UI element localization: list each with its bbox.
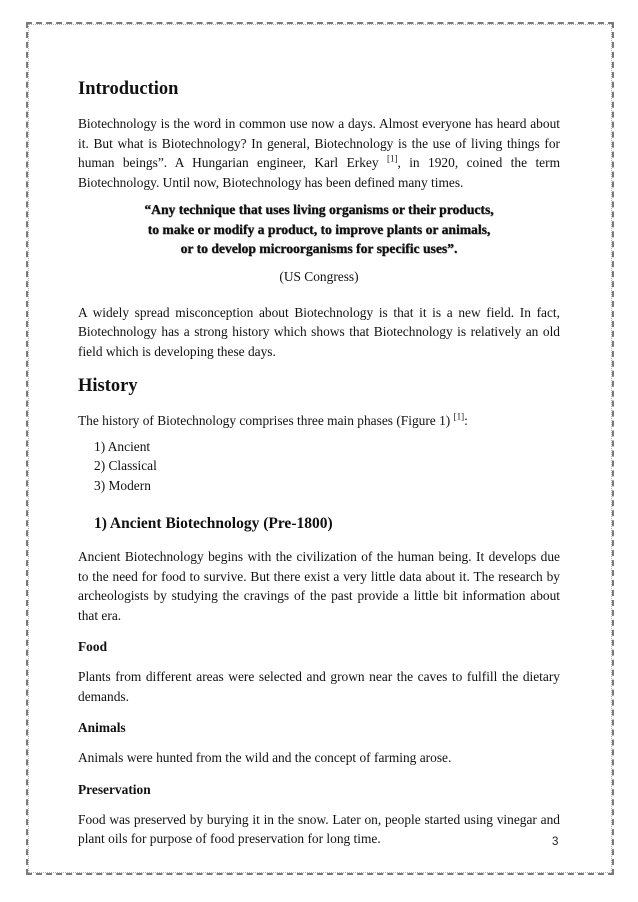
citation-ref: [1] bbox=[453, 411, 465, 422]
list-item: 1) Ancient bbox=[94, 438, 151, 454]
food-heading: Food bbox=[78, 639, 108, 655]
animals-paragraph: Animals were hunted from the wild and the concept of farming arose. bbox=[78, 750, 452, 766]
citation-ref: [1] bbox=[386, 153, 398, 164]
ancient-paragraph: Ancient Biotechnology begins with the civilization of the human being. It develops due to the need for food to survive. But there exist a very little data about it. The research by archeologists by studying the cravings of the past provide a little bit information about that era. bbox=[78, 549, 560, 623]
preservation-paragraph: Food was preserved by burying it in the snow. Later on, people started using vinegar and plant oils for purpose of food preservation for long time. bbox=[78, 811, 560, 847]
animals-heading: Animals bbox=[78, 720, 126, 736]
list-item: 2) Classical bbox=[94, 458, 157, 474]
history-intro: The history of Biotechnology comprises three main phases (Figure 1) [1]: bbox=[78, 411, 468, 429]
history-heading: History bbox=[78, 376, 138, 397]
preservation-heading: Preservation bbox=[78, 781, 151, 797]
misconception-paragraph: A widely spread misconception about Biotechnology is that it is a new field. In fact, Biotechnology has a strong history which shows that Biotechnology is relatively an old field which is developing these days. bbox=[78, 304, 560, 359]
page-number: 3 bbox=[552, 836, 559, 848]
page-content bbox=[78, 78, 560, 849]
introduction-paragraph: Biotechnology is the word in common use now a days. Almost everyone has heard about it. But what is Biotechnology? In general, Biotechnology is the use of living things for human beings”. A Hungarian engineer, Karl Erkey [1], in 1920, coined the term Biotechnology. Until now, Biotechnology has been defined many times. bbox=[78, 116, 560, 190]
quote-source: (US Congress) bbox=[279, 268, 359, 284]
introduction-heading: Introduction bbox=[78, 79, 179, 99]
list-item: 3) Modern bbox=[94, 477, 151, 493]
food-paragraph: Plants from different areas were selected and grown near the caves to fulfill the dietary demands. bbox=[78, 669, 560, 704]
definition-quote: “Any technique that uses living organisms or their products, to make or modify a product, to improve plants or animals, or to develop microorganisms for specific uses”. bbox=[144, 202, 494, 257]
ancient-heading: 1) Ancient Biotechnology (Pre-1800) bbox=[94, 515, 333, 533]
phases-list bbox=[78, 437, 560, 496]
